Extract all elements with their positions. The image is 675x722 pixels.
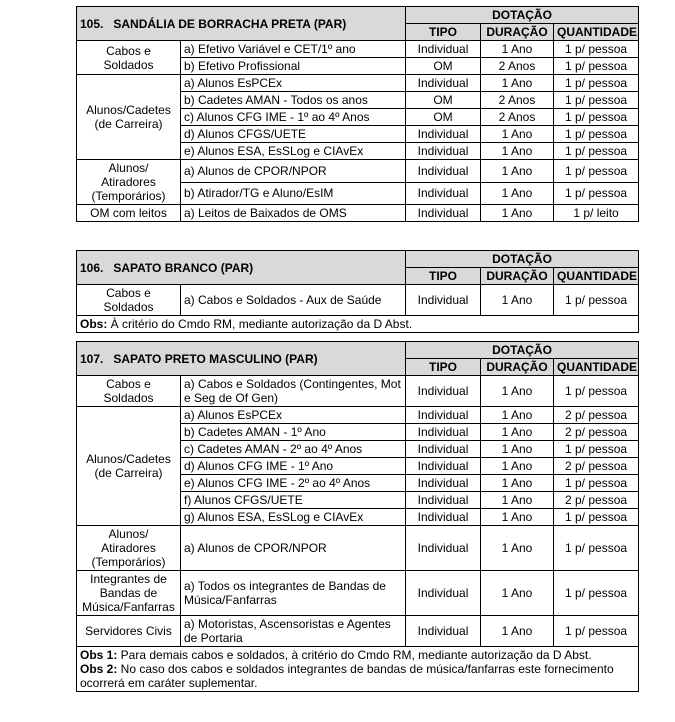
item-number: 105. — [80, 16, 104, 31]
table-row — [77, 205, 639, 222]
tipo-cell: Individual — [406, 492, 481, 509]
desc-cell: a) Cabos e Soldados (Contingentes, Mot e Seg de Of Gen) — [181, 376, 406, 407]
duracao-cell: 1 Ano — [481, 143, 554, 160]
obs-1 — [80, 648, 635, 662]
duracao-cell: 2 Anos — [481, 92, 554, 109]
tipo-cell: Individual — [406, 509, 481, 526]
duracao-cell: 1 Ano — [481, 616, 554, 647]
desc-cell: a) Alunos EsPCEx — [181, 407, 406, 424]
duracao-cell: 1 Ano — [481, 571, 554, 616]
quantidade-cell: 1 p/ pessoa — [554, 58, 639, 75]
tipo-cell: Individual — [406, 526, 481, 571]
duracao-cell: 1 Ano — [481, 205, 554, 222]
col-tipo-header: TIPO — [406, 24, 481, 41]
duracao-cell: 1 Ano — [481, 458, 554, 475]
duracao-cell: 1 Ano — [481, 509, 554, 526]
obs-text: À critério do Cmdo RM, mediante autorização da D Abst. — [107, 317, 413, 331]
tipo-cell: Individual — [406, 143, 481, 160]
duracao-cell: 1 Ano — [481, 407, 554, 424]
tipo-cell: Individual — [406, 182, 481, 205]
quantidade-cell: 2 p/ pessoa — [554, 492, 639, 509]
desc-cell: a) Alunos de CPOR/NPOR — [181, 160, 406, 183]
obs-text: Para demais cabos e soldados, à critério do Cmdo RM, mediante autorização da D Abst. — [117, 648, 592, 662]
dotacao-header: DOTAÇÃO — [406, 342, 639, 359]
obs-text: No caso dos cabos e soldados integrantes de bandas de música/fanfarras este fornecimento ocorrerá em caráter suplementar. — [80, 662, 614, 690]
tipo-cell: Individual — [406, 475, 481, 492]
quantidade-cell: 1 p/ pessoa — [554, 182, 639, 205]
duracao-cell: 1 Ano — [481, 160, 554, 183]
group-cell: Integrantes de Bandas de Música/Fanfarras — [77, 571, 181, 616]
col-tipo-header: TIPO — [406, 359, 481, 376]
table-item-105 — [76, 6, 639, 222]
quantidade-cell: 1 p/ pessoa — [554, 41, 639, 58]
col-duracao-header: DURAÇÃO — [481, 24, 554, 41]
duracao-cell: 2 Anos — [481, 58, 554, 75]
quantidade-cell: 1 p/ pessoa — [554, 509, 639, 526]
tipo-cell: OM — [406, 92, 481, 109]
table-body — [77, 342, 639, 692]
tipo-cell: Individual — [406, 424, 481, 441]
desc-cell: a) Motoristas, Ascensoristas e Agentes de Portaria — [181, 616, 406, 647]
table-row — [77, 407, 639, 424]
tipo-cell: OM — [406, 58, 481, 75]
group-cell: Alunos/Cadetes (de Carreira) — [77, 407, 181, 526]
group-cell: Alunos/ Atiradores (Temporários) — [77, 526, 181, 571]
quantidade-cell: 1 p/ pessoa — [554, 126, 639, 143]
duracao-cell: 1 Ano — [481, 475, 554, 492]
table-row — [77, 571, 639, 616]
group-cell: Cabos e Soldados — [77, 41, 181, 75]
item-title: SANDÁLIA DE BORRACHA PRETA (PAR) — [113, 16, 347, 31]
quantidade-cell: 1 p/ pessoa — [554, 75, 639, 92]
quantidade-cell: 1 p/ leito — [554, 205, 639, 222]
obs-cell — [77, 316, 639, 333]
quantidade-cell: 2 p/ pessoa — [554, 458, 639, 475]
desc-cell: a) Todos os integrantes de Bandas de Música/Fanfarras — [181, 571, 406, 616]
table-row — [77, 376, 639, 407]
header-row-top — [77, 7, 639, 24]
tipo-cell: OM — [406, 109, 481, 126]
duracao-cell: 1 Ano — [481, 285, 554, 316]
desc-cell: a) Cabos e Soldados - Aux de Saúde — [181, 285, 406, 316]
table-row — [77, 41, 639, 58]
obs-2 — [80, 662, 635, 690]
desc-cell: d) Alunos CFGS/UETE — [181, 126, 406, 143]
table-row — [77, 526, 639, 571]
tipo-cell: Individual — [406, 285, 481, 316]
tipo-cell: Individual — [406, 571, 481, 616]
quantidade-cell: 1 p/ pessoa — [554, 441, 639, 458]
tipo-cell: Individual — [406, 160, 481, 183]
quantidade-cell: 2 p/ pessoa — [554, 424, 639, 441]
desc-cell: e) Alunos CFG IME - 2º ao 4º Anos — [181, 475, 406, 492]
quantidade-cell: 1 p/ pessoa — [554, 571, 639, 616]
desc-cell: a) Efetivo Variável e CET/1º ano — [181, 41, 406, 58]
tipo-cell: Individual — [406, 616, 481, 647]
quantidade-cell: 1 p/ pessoa — [554, 616, 639, 647]
item-title-cell — [77, 342, 406, 376]
desc-cell: c) Cadetes AMAN - 2º ao 4º Anos — [181, 441, 406, 458]
col-duracao-header: DURAÇÃO — [481, 268, 554, 285]
tipo-cell: Individual — [406, 376, 481, 407]
quantidade-cell: 1 p/ pessoa — [554, 285, 639, 316]
quantidade-cell: 1 p/ pessoa — [554, 376, 639, 407]
table-item-107 — [76, 341, 639, 692]
desc-cell: a) Alunos de CPOR/NPOR — [181, 526, 406, 571]
item-title-cell — [77, 251, 406, 285]
desc-cell: e) Alunos ESA, EsSLog e CIAvEx — [181, 143, 406, 160]
group-cell: Cabos e Soldados — [77, 376, 181, 407]
dotacao-header: DOTAÇÃO — [406, 7, 639, 24]
dotacao-header: DOTAÇÃO — [406, 251, 639, 268]
col-tipo-header: TIPO — [406, 268, 481, 285]
duracao-cell: 1 Ano — [481, 376, 554, 407]
group-cell: Alunos/Cadetes (de Carreira) — [77, 75, 181, 160]
obs-label: Obs 2: — [80, 662, 118, 676]
table-row — [77, 160, 639, 183]
item-number: 107. — [80, 351, 104, 366]
item-title-cell — [77, 7, 406, 41]
item-title: SAPATO PRETO MASCULINO (PAR) — [113, 351, 318, 366]
group-cell: Servidores Civis — [77, 616, 181, 647]
table-row — [77, 75, 639, 92]
obs-row — [77, 316, 639, 333]
obs-label: Obs: — [80, 317, 108, 331]
col-duracao-header: DURAÇÃO — [481, 359, 554, 376]
obs-row — [77, 647, 639, 692]
tipo-cell: Individual — [406, 441, 481, 458]
tipo-cell: Individual — [406, 126, 481, 143]
table-body — [77, 251, 639, 333]
col-quantidade-header: QUANTIDADE — [554, 24, 639, 41]
desc-cell: b) Cadetes AMAN - 1º Ano — [181, 424, 406, 441]
desc-cell: d) Alunos CFG IME - 1º Ano — [181, 458, 406, 475]
duracao-cell: 1 Ano — [481, 75, 554, 92]
quantidade-cell: 1 p/ pessoa — [554, 143, 639, 160]
quantidade-cell: 1 p/ pessoa — [554, 92, 639, 109]
quantidade-cell: 2 p/ pessoa — [554, 407, 639, 424]
duracao-cell: 1 Ano — [481, 182, 554, 205]
desc-cell: f) Alunos CFGS/UETE — [181, 492, 406, 509]
tipo-cell: Individual — [406, 75, 481, 92]
group-cell: Cabos e Soldados — [77, 285, 181, 316]
quantidade-cell: 1 p/ pessoa — [554, 475, 639, 492]
col-quantidade-header: QUANTIDADE — [554, 359, 639, 376]
desc-cell: b) Efetivo Profissional — [181, 58, 406, 75]
tipo-cell: Individual — [406, 407, 481, 424]
duracao-cell: 1 Ano — [481, 526, 554, 571]
table-item-106 — [76, 250, 639, 333]
obs-cell — [77, 647, 639, 692]
desc-cell: g) Alunos ESA, EsSLog e CIAvEx — [181, 509, 406, 526]
quantidade-cell: 1 p/ pessoa — [554, 109, 639, 126]
header-row-top — [77, 251, 639, 268]
item-number: 106. — [80, 260, 104, 275]
group-cell: Alunos/ Atiradores (Temporários) — [77, 160, 181, 205]
duracao-cell: 1 Ano — [481, 441, 554, 458]
duracao-cell: 1 Ano — [481, 126, 554, 143]
duracao-cell: 1 Ano — [481, 492, 554, 509]
table-row — [77, 616, 639, 647]
desc-cell: a) Alunos EsPCEx — [181, 75, 406, 92]
col-quantidade-header: QUANTIDADE — [554, 268, 639, 285]
group-cell: OM com leitos — [77, 205, 181, 222]
desc-cell: b) Atirador/TG e Aluno/EsIM — [181, 182, 406, 205]
item-title: SAPATO BRANCO (PAR) — [113, 260, 254, 275]
quantidade-cell: 1 p/ pessoa — [554, 526, 639, 571]
table-row — [77, 285, 639, 316]
duracao-cell: 1 Ano — [481, 424, 554, 441]
tipo-cell: Individual — [406, 205, 481, 222]
table-body — [77, 7, 639, 222]
quantidade-cell: 1 p/ pessoa — [554, 160, 639, 183]
desc-cell: c) Alunos CFG IME - 1º ao 4º Anos — [181, 109, 406, 126]
duracao-cell: 1 Ano — [481, 41, 554, 58]
header-row-top — [77, 342, 639, 359]
tipo-cell: Individual — [406, 41, 481, 58]
desc-cell: b) Cadetes AMAN - Todos os anos — [181, 92, 406, 109]
duracao-cell: 2 Anos — [481, 109, 554, 126]
tipo-cell: Individual — [406, 458, 481, 475]
desc-cell: a) Leitos de Baixados de OMS — [181, 205, 406, 222]
obs-label: Obs 1: — [80, 648, 118, 662]
